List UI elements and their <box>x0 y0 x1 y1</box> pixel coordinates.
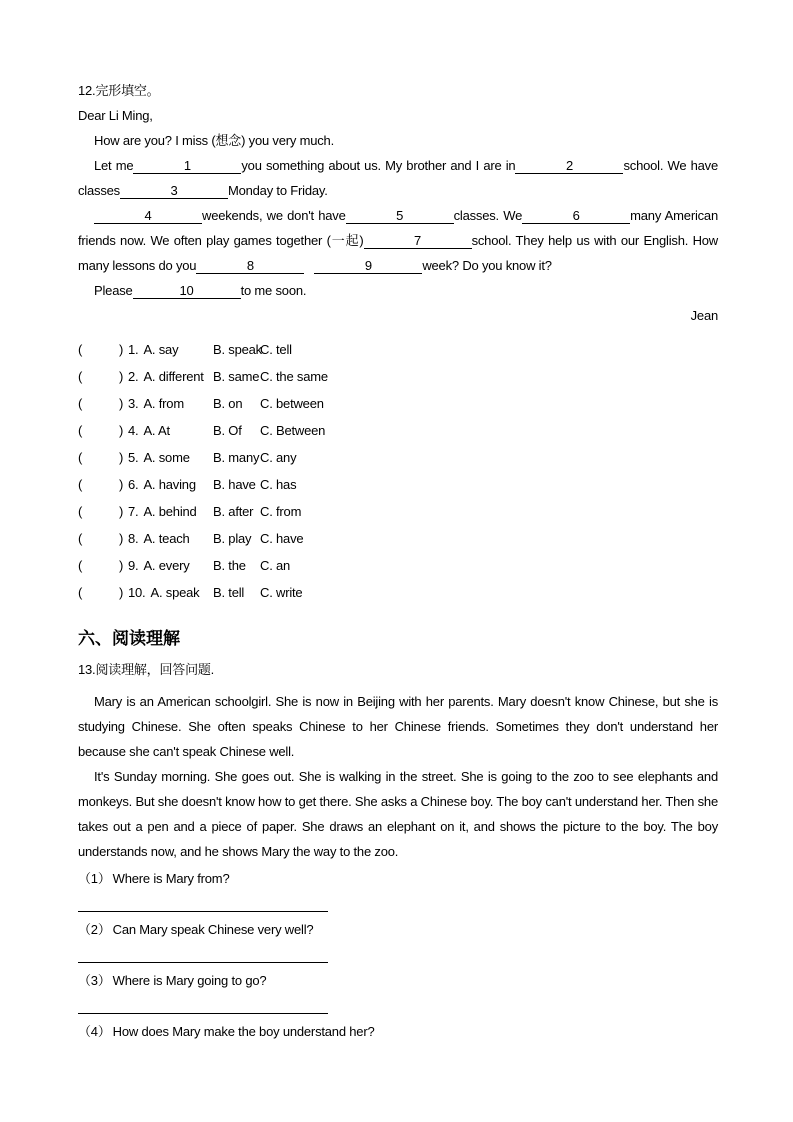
question-1 <box>78 866 718 891</box>
answer-paren-close: ) <box>119 450 124 465</box>
option-number: 1. <box>128 342 139 357</box>
reading-paragraph-2: It's Sunday morning. She goes out. She is walking in the street. She is going to the zoo to see elephants and monkeys. But she doesn't know how to get there. She asks a Chinese boy. The boy can't understand her. Then she takes out a pen and a piece of paper. She draws an elephant on it, and shows the picture to the boy. The boy understands now, and he shows Mary the way to the zoo. <box>78 769 718 859</box>
option-row-10 <box>78 579 718 606</box>
option-b: B. speak <box>213 342 262 357</box>
option-b: B. have <box>213 477 256 492</box>
cloze-blank-6: 6 <box>522 208 630 224</box>
cloze-options-list <box>78 336 718 606</box>
option-b: B. play <box>213 531 252 546</box>
letter-text: Let me <box>94 158 134 173</box>
answer-paren-open: ( <box>78 342 83 357</box>
option-b: B. on <box>213 396 243 411</box>
answer-paren-open: ( <box>78 477 83 492</box>
option-row-6 <box>78 471 718 498</box>
answer-paren-open: ( <box>78 585 83 600</box>
option-b: B. after <box>213 504 254 519</box>
option-a: A. some <box>143 450 190 465</box>
option-c: C. tell <box>260 342 292 357</box>
option-a: A. from <box>143 396 184 411</box>
option-b: B. the <box>213 558 246 573</box>
option-number: 5. <box>128 450 139 465</box>
option-c: C. any <box>260 450 297 465</box>
option-row-7 <box>78 498 718 525</box>
letter-paragraph-3 <box>78 278 718 303</box>
letter-text: classes. We <box>453 208 523 223</box>
question-text: How does Mary make the boy understand her? <box>112 1024 375 1039</box>
answer-paren-close: ) <box>119 558 124 573</box>
answer-paren-close: ) <box>119 369 124 384</box>
letter-text: you something about us. My brother and I are in <box>241 158 516 173</box>
option-number: 8. <box>128 531 139 546</box>
option-a: A. behind <box>143 504 197 519</box>
option-number: 3. <box>128 396 139 411</box>
option-c: C. write <box>260 585 303 600</box>
letter-text: Monday to Friday. <box>227 183 328 198</box>
question-label: （1） <box>78 871 111 886</box>
answer-paren-open: ( <box>78 450 83 465</box>
cloze-blank-4: 4 <box>94 208 202 224</box>
letter-paragraph-1 <box>78 153 718 203</box>
option-number: 7. <box>128 504 139 519</box>
page-content <box>78 78 718 1044</box>
question-label: （4） <box>78 1024 111 1039</box>
cloze-blank-9: 9 <box>314 258 422 274</box>
answer-paren-open: ( <box>78 369 83 384</box>
answer-paren-close: ) <box>119 396 124 411</box>
answer-paren-close: ) <box>119 585 124 600</box>
reading-section-heading: 六、阅读理解 <box>78 629 180 648</box>
question-3 <box>78 968 718 993</box>
letter-text: school. They help us with our English. How many lessons do you <box>78 233 718 273</box>
question-text: Can Mary speak Chinese very well? <box>112 922 314 937</box>
option-b: B. Of <box>213 423 242 438</box>
option-c: C. between <box>260 396 324 411</box>
option-c: C. an <box>260 558 291 573</box>
cloze-blank-8: 8 <box>196 258 304 274</box>
reading-number: 13. <box>78 662 96 677</box>
option-row-3 <box>78 390 718 417</box>
option-c: C. has <box>260 477 297 492</box>
cloze-heading <box>78 78 718 103</box>
answer-paren-open: ( <box>78 396 83 411</box>
question-label: （2） <box>78 922 111 937</box>
cloze-blank-10: 10 <box>133 283 241 299</box>
question-text: Where is Mary from? <box>112 871 230 886</box>
option-number: 9. <box>128 558 139 573</box>
option-a: A. different <box>143 369 204 384</box>
answer-paren-open: ( <box>78 531 83 546</box>
option-a: A. teach <box>143 531 190 546</box>
answer-paren-close: ) <box>119 423 124 438</box>
letter-salutation: Dear Li Ming, <box>78 108 153 123</box>
letter-signature: Jean <box>690 308 718 323</box>
option-number: 2. <box>128 369 139 384</box>
option-c: C. the same <box>260 369 328 384</box>
question-4 <box>78 1019 718 1044</box>
letter-greeting: How are you? I miss (想念) you very much. <box>94 133 334 148</box>
option-row-8 <box>78 525 718 552</box>
letter-text: weekends, we don't have <box>202 208 346 223</box>
answer-paren-open: ( <box>78 504 83 519</box>
reading-item-heading <box>78 656 718 684</box>
option-b: B. same <box>213 369 260 384</box>
cloze-blank-1: 1 <box>133 158 241 174</box>
question-label: （3） <box>78 973 111 988</box>
option-row-1 <box>78 336 718 363</box>
reading-questions <box>78 866 718 1044</box>
question-text: Where is Mary going to go? <box>112 973 267 988</box>
option-b: B. tell <box>213 585 245 600</box>
option-row-2 <box>78 363 718 390</box>
option-number: 4. <box>128 423 139 438</box>
option-c: C. from <box>260 504 302 519</box>
option-a: A. having <box>143 477 196 492</box>
answer-paren-open: ( <box>78 423 83 438</box>
letter-text: week? Do you know it? <box>422 258 552 273</box>
cloze-blank-7: 7 <box>364 233 472 249</box>
answer-line-3 <box>78 993 328 1014</box>
option-a: A. At <box>143 423 170 438</box>
answer-paren-close: ) <box>119 531 124 546</box>
option-a: A. speak <box>150 585 200 600</box>
letter-paragraph-2 <box>78 203 718 278</box>
cloze-blank-2: 2 <box>515 158 623 174</box>
option-number: 10. <box>128 585 146 600</box>
answer-paren-close: ) <box>119 504 124 519</box>
answer-line-2 <box>78 942 328 963</box>
option-row-5 <box>78 444 718 471</box>
cloze-title: 完形填空。 <box>95 83 160 98</box>
letter-text: school. We have classes <box>78 158 718 198</box>
answer-line-1 <box>78 891 328 912</box>
cloze-blank-5: 5 <box>346 208 454 224</box>
reading-title: 阅读理解，回答问题. <box>95 662 215 677</box>
answer-paren-open: ( <box>78 558 83 573</box>
option-a: A. say <box>143 342 179 357</box>
letter-text: to me soon. <box>240 283 307 298</box>
option-c: C. have <box>260 531 304 546</box>
option-a: A. every <box>143 558 190 573</box>
option-number: 6. <box>128 477 139 492</box>
reading-paragraph-1: Mary is an American schoolgirl. She is now in Beijing with her parents. Mary doesn't know Chinese, but she is studying Chinese. She often speaks Chinese to her Chinese friends. Sometimes they don't understand her because she can't speak Chinese well. <box>78 694 718 759</box>
option-row-9 <box>78 552 718 579</box>
option-c: C. Between <box>260 423 326 438</box>
answer-paren-close: ) <box>119 342 124 357</box>
cloze-number: 12. <box>78 83 96 98</box>
letter-text: many American friends now. We often play games together (一起) <box>78 208 718 248</box>
option-row-4 <box>78 417 718 444</box>
answer-paren-close: ) <box>119 477 124 492</box>
cloze-blank-3: 3 <box>120 183 228 199</box>
letter-text: Please <box>94 283 133 298</box>
question-2 <box>78 917 718 942</box>
option-b: B. many <box>213 450 260 465</box>
